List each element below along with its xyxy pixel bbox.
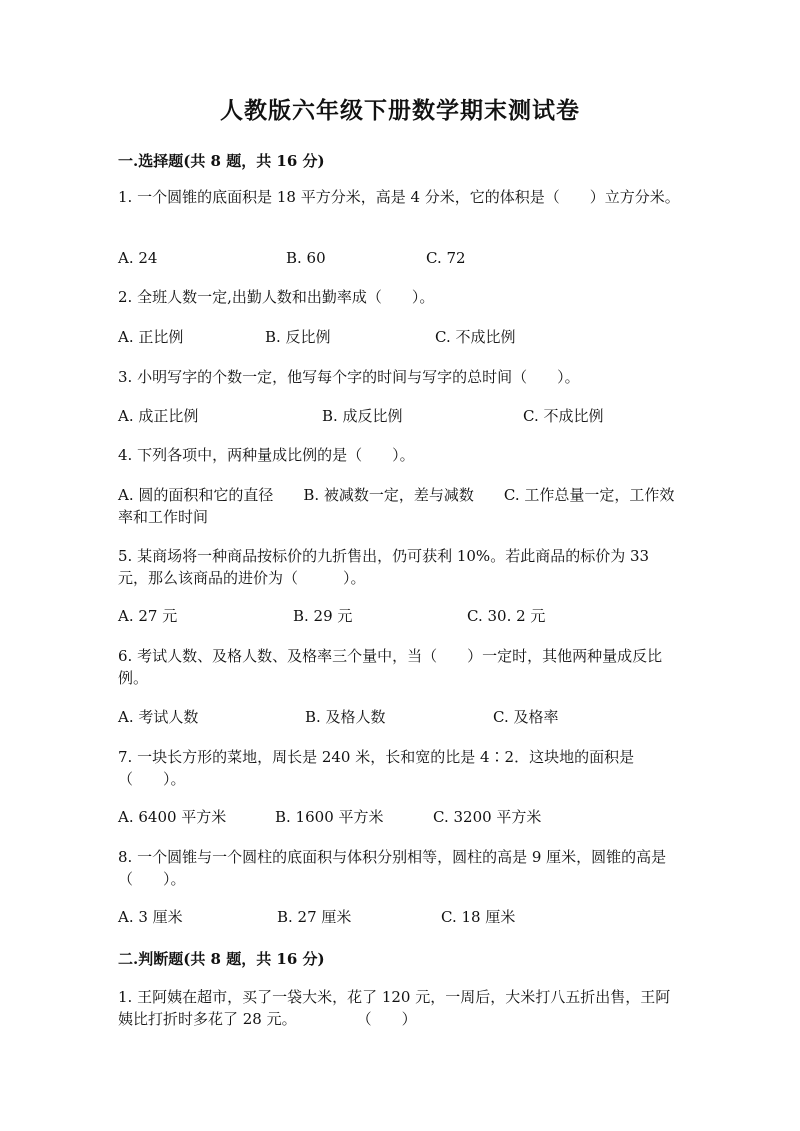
- option-a: A. 24: [118, 249, 158, 267]
- option-b: B. 反比例: [265, 328, 331, 346]
- option-a: A. 3 厘米: [118, 908, 183, 926]
- section-heading-judgement: 二.判断题(共 8 题，共 16 分): [118, 950, 325, 968]
- option-a: A. 6400 平方米: [118, 808, 227, 826]
- option-b: B. 60: [286, 249, 326, 267]
- option-c: C. 不成比例: [435, 328, 516, 346]
- option-b: B. 1600 平方米: [275, 808, 384, 826]
- question-stem-2: 2. 全班人数一定,出勤人数和出勤率成（ ）。: [118, 288, 435, 306]
- options-row-7: [118, 806, 683, 828]
- option-a: A. 考试人数: [118, 708, 199, 726]
- options-row-2: [118, 326, 683, 348]
- question-stem-8: 8. 一个圆锥与一个圆柱的底面积与体积分别相等，圆柱的高是 9 厘米，圆锥的高是（ ）。: [118, 848, 667, 888]
- question-stem-7: 7. 一块长方形的菜地，周长是 240 米，长和宽的比是 4∶2．这块地的面积是（ ）。: [118, 748, 635, 788]
- option-c: C. 3200 平方米: [433, 808, 542, 826]
- question-stem-4: 4. 下列各项中，两种量成比例的是（ ）。: [118, 446, 415, 464]
- option-c: C. 30. 2 元: [467, 607, 546, 625]
- option-a: A. 27 元: [118, 607, 178, 625]
- options-row-5: [118, 605, 683, 627]
- question-stem-3: 3. 小明写字的个数一定，他写每个字的时间与写字的总时间（ ）。: [118, 368, 580, 386]
- section-heading-choice: 一.选择题(共 8 题，共 16 分): [118, 152, 325, 170]
- option-b: B. 29 元: [293, 607, 353, 625]
- option-c: C. 及格率: [493, 708, 559, 726]
- question-stem-1: 1. 一个圆锥的底面积是 18 平方分米，高是 4 分米，它的体积是（ ）立方分米。: [118, 188, 680, 206]
- option-b: B. 及格人数: [305, 708, 386, 726]
- option-c: C. 72: [426, 249, 466, 267]
- options-row-8: [118, 906, 683, 928]
- option-b: B. 成反比例: [322, 407, 403, 425]
- answer-blank[interactable]: （ ）: [356, 1010, 417, 1028]
- options-row-1: [118, 247, 683, 269]
- options-row-4: A. 圆的面积和它的直径 B. 被减数一定，差与减数 C. 工作总量一定，工作效率和工作时间: [118, 486, 675, 526]
- options-row-3: [118, 405, 683, 427]
- option-a: A. 正比例: [118, 328, 184, 346]
- option-c: C. 不成比例: [523, 407, 604, 425]
- judgement-text: 1. 王阿姨在超市，买了一袋大米，花了 120 元，一周后，大米打八五折出售，王阿姨比打折时多花了 28 元。: [118, 988, 671, 1028]
- page-title: 人教版六年级下册数学期末测试卷: [220, 97, 580, 124]
- question-stem-5: 5. 某商场将一种商品按标价的九折售出，仍可获利 10%。若此商品的标价为 33 元，那么该商品的进价为（ ）。: [118, 547, 650, 587]
- judgement-stem-1: [118, 986, 683, 1030]
- question-stem-6: 6. 考试人数、及格人数、及格率三个量中，当（ ）一定时，其他两种量成反比例。: [118, 647, 663, 687]
- option-c: C. 18 厘米: [441, 908, 516, 926]
- option-b: B. 27 厘米: [277, 908, 352, 926]
- option-a: A. 成正比例: [118, 407, 199, 425]
- options-row-6: [118, 706, 683, 728]
